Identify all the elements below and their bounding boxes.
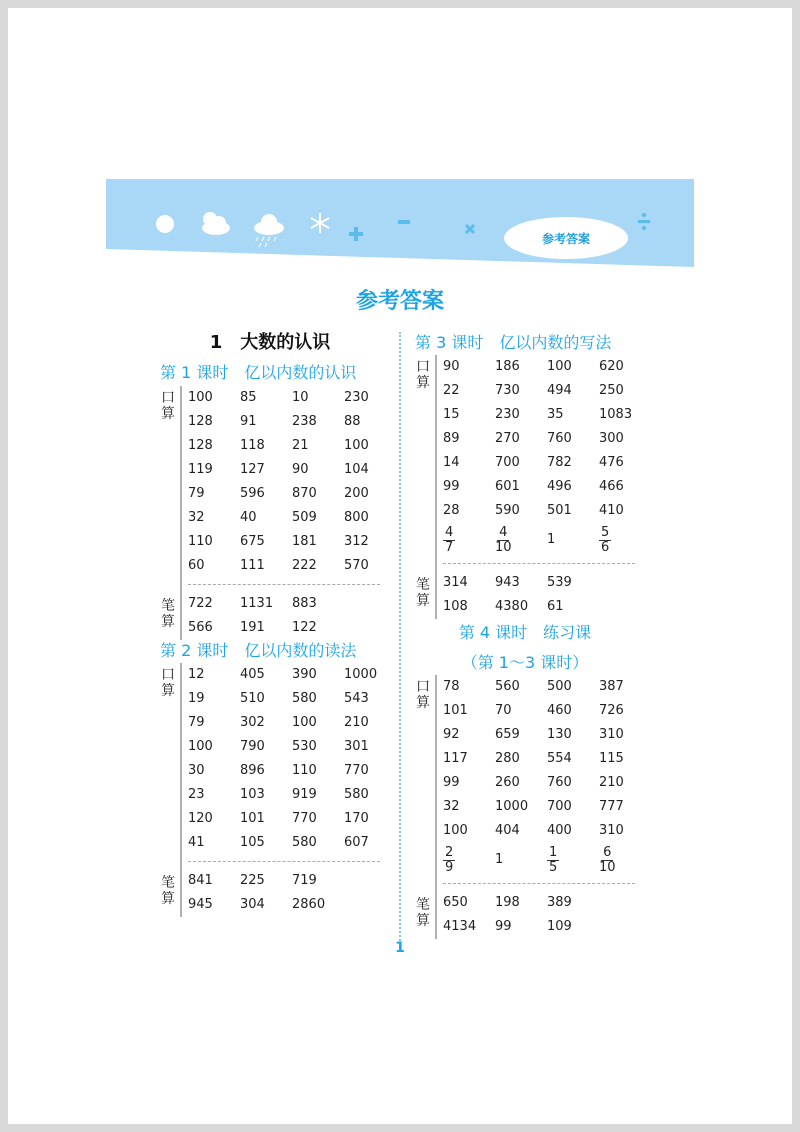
answer-cell: 570 [344, 558, 369, 573]
answer-cell: 501 [547, 503, 572, 518]
oral-label [415, 359, 431, 391]
answer-cell: 883 [292, 596, 317, 611]
answer-cell: 566 [188, 620, 213, 635]
answer-cell: 225 [240, 873, 265, 888]
answer-cell: 314 [443, 575, 468, 590]
answer-cell: 230 [344, 390, 369, 405]
label-char: 算 [161, 406, 175, 422]
answer-cell: 70 [495, 703, 512, 718]
answer-cell: 1000 [344, 667, 378, 682]
answer-cell: 460 [547, 703, 572, 718]
answer-cell: 509 [292, 510, 317, 525]
answer-cell: 14 [443, 455, 460, 470]
answer-rows [160, 663, 380, 917]
oral-row [415, 451, 635, 475]
answer-cell: 466 [599, 479, 624, 494]
section-title: 第 1 课时 亿以内数的认识 [160, 363, 357, 382]
numerator: 4 [445, 525, 454, 540]
answer-badge: 参考答案 [504, 217, 628, 259]
sun-icon [156, 215, 174, 233]
answer-cell: 4380 [495, 599, 529, 614]
answer-cell: 35 [547, 407, 564, 422]
section-title: 第 2 课时 亿以内数的读法 [160, 641, 357, 660]
answer-cell: 79 [188, 715, 205, 730]
answer-cell: 1131 [240, 596, 274, 611]
answer-cell: 28 [443, 503, 460, 518]
answer-cell: 400 [547, 823, 572, 838]
answer-cell: 770 [292, 811, 317, 826]
answer-cell: 790 [240, 739, 265, 754]
answer-cell: 12 [188, 667, 205, 682]
written-row [160, 592, 380, 616]
vertical-rule [180, 663, 182, 917]
answer-cell: 32 [188, 510, 205, 525]
section-title: 第 3 课时 亿以内数的写法 [415, 333, 612, 352]
answer-cell: 191 [240, 620, 265, 635]
answer-cell: 40 [240, 510, 257, 525]
fraction [443, 846, 455, 875]
numerator: 2 [445, 845, 454, 860]
label-char: 笔 [161, 598, 175, 614]
answer-rows [415, 355, 635, 619]
written-row [160, 616, 380, 640]
answer-cell: 919 [292, 787, 317, 802]
answer-cell: 110 [188, 534, 213, 549]
answer-cell: 32 [443, 799, 460, 814]
label-char: 笔 [416, 897, 430, 913]
answer-cell: 280 [495, 751, 520, 766]
oral-row [160, 530, 380, 554]
answer-cell: 99 [495, 919, 512, 934]
oral-row [160, 759, 380, 783]
answer-cell: 117 [443, 751, 468, 766]
fraction [599, 846, 616, 875]
dashed-divider [188, 861, 380, 862]
vertical-rule [180, 386, 182, 640]
oral-row [160, 783, 380, 807]
answer-cell: 607 [344, 835, 369, 850]
answer-cell: 304 [240, 897, 265, 912]
answer-cell: 103 [240, 787, 265, 802]
answer-cell: 410 [599, 503, 624, 518]
answer-cell: 90 [292, 462, 309, 477]
answer-cell: 109 [547, 919, 572, 934]
answer-cell: 1 [547, 532, 556, 547]
denominator: 10 [495, 540, 512, 555]
answer-cell: 230 [495, 407, 520, 422]
oral-label [160, 667, 176, 699]
oral-row [160, 506, 380, 530]
oral-row [160, 663, 380, 687]
answer-cell: 108 [443, 599, 468, 614]
fraction [547, 846, 559, 875]
answer-cell: 22 [443, 383, 460, 398]
answer-cell: 122 [292, 620, 317, 635]
answer-cell: 389 [547, 895, 572, 910]
written-label [415, 577, 431, 609]
oral-row [160, 554, 380, 578]
written-label [160, 598, 176, 630]
oral-row [160, 807, 380, 831]
answer-cell: 60 [188, 558, 205, 573]
oral-label [415, 679, 431, 711]
oral-row [160, 410, 380, 434]
answer-cell: 270 [495, 431, 520, 446]
answer-cell: 312 [344, 534, 369, 549]
answer-cell: 476 [599, 455, 624, 470]
answer-cell: 405 [240, 667, 265, 682]
vertical-rule [435, 355, 437, 619]
answer-cell [443, 523, 455, 557]
answer-cell: 61 [547, 599, 564, 614]
label-char: 笔 [416, 577, 430, 593]
answer-cell: 100 [344, 438, 369, 453]
answer-cell: 500 [547, 679, 572, 694]
oral-row [415, 427, 635, 451]
answer-cell: 10 [292, 390, 309, 405]
answer-cell: 700 [495, 455, 520, 470]
answer-cell: 596 [240, 486, 265, 501]
answer-cell: 170 [344, 811, 369, 826]
answer-block [415, 675, 635, 939]
answer-cell: 722 [188, 596, 213, 611]
written-row [415, 891, 635, 915]
answer-cell: 119 [188, 462, 213, 477]
answer-cell: 777 [599, 799, 624, 814]
answer-cell: 800 [344, 510, 369, 525]
answer-cell: 79 [188, 486, 205, 501]
answer-cell [495, 523, 512, 557]
oral-row [160, 386, 380, 410]
answer-cell: 943 [495, 575, 520, 590]
answer-cell: 30 [188, 763, 205, 778]
answer-cell: 88 [344, 414, 361, 429]
answer-rows [415, 675, 635, 939]
oral-row [415, 843, 635, 877]
label-char: 口 [161, 667, 175, 683]
answer-cell: 92 [443, 727, 460, 742]
answer-cell: 539 [547, 575, 572, 590]
label-char: 算 [161, 891, 175, 907]
oral-row [415, 747, 635, 771]
written-row [415, 571, 635, 595]
denominator: 9 [445, 860, 454, 875]
oral-row [415, 499, 635, 523]
answer-cell: 870 [292, 486, 317, 501]
answer-cell: 181 [292, 534, 317, 549]
answer-cell: 580 [292, 835, 317, 850]
answer-cell: 675 [240, 534, 265, 549]
label-char: 口 [416, 679, 430, 695]
written-label [415, 897, 431, 929]
oral-row [415, 403, 635, 427]
answer-cell: 210 [344, 715, 369, 730]
answer-block [415, 355, 635, 619]
answer-cell: 127 [240, 462, 265, 477]
oral-row [415, 795, 635, 819]
written-row [415, 595, 635, 619]
answer-cell: 1000 [495, 799, 529, 814]
oral-row [160, 687, 380, 711]
dashed-divider [443, 883, 635, 884]
answer-cell: 650 [443, 895, 468, 910]
answer-cell: 494 [547, 383, 572, 398]
answer-cell: 120 [188, 811, 213, 826]
answer-cell: 100 [188, 390, 213, 405]
answer-cell: 118 [240, 438, 265, 453]
section-subtitle: （第 1～3 课时） [461, 653, 589, 672]
answer-cell: 99 [443, 479, 460, 494]
oral-row [415, 475, 635, 499]
answer-cell: 186 [495, 359, 520, 374]
page-title: 参考答案 [355, 289, 444, 314]
oral-row [415, 699, 635, 723]
answer-cell: 510 [240, 691, 265, 706]
oral-row [160, 434, 380, 458]
vertical-rule [435, 675, 437, 939]
answer-block [160, 663, 380, 917]
denominator: 6 [601, 540, 610, 555]
fraction [495, 526, 512, 555]
dashed-divider [443, 563, 635, 564]
written-row [160, 869, 380, 893]
answer-cell: 560 [495, 679, 520, 694]
answer-cell: 2860 [292, 897, 326, 912]
answer-cell: 1 [495, 852, 504, 867]
answer-cell [599, 843, 616, 877]
written-row [160, 893, 380, 917]
answer-cell: 310 [599, 823, 624, 838]
numerator: 4 [499, 525, 508, 540]
answer-cell: 4134 [443, 919, 477, 934]
answer-cell [599, 523, 611, 557]
answer-cell: 78 [443, 679, 460, 694]
written-label [160, 875, 176, 907]
oral-label [160, 390, 176, 422]
answer-cell: 1083 [599, 407, 633, 422]
answer-cell: 23 [188, 787, 205, 802]
answer-cell: 301 [344, 739, 369, 754]
numerator: 5 [601, 525, 610, 540]
label-char: 算 [416, 913, 430, 929]
answer-cell: 100 [443, 823, 468, 838]
answer-cell: 300 [599, 431, 624, 446]
oral-row [415, 675, 635, 699]
answer-cell: 580 [292, 691, 317, 706]
unit-heading: 1 大数的认识 [209, 332, 331, 353]
label-char: 算 [161, 683, 175, 699]
answer-cell: 760 [547, 431, 572, 446]
answer-cell: 760 [547, 775, 572, 790]
answer-cell: 770 [344, 763, 369, 778]
answer-cell: 238 [292, 414, 317, 429]
answer-cell [547, 843, 559, 877]
answer-cell: 100 [188, 739, 213, 754]
oral-row [160, 711, 380, 735]
oral-row [160, 482, 380, 506]
oral-row [415, 819, 635, 843]
answer-cell: 945 [188, 897, 213, 912]
numerator: 6 [603, 845, 612, 860]
answer-cell: 104 [344, 462, 369, 477]
oral-row [160, 831, 380, 855]
denominator: 7 [445, 540, 454, 555]
fraction [599, 526, 611, 555]
answer-cell: 387 [599, 679, 624, 694]
label-char: 笔 [161, 875, 175, 891]
written-row [415, 915, 635, 939]
answer-cell: 543 [344, 691, 369, 706]
header-banner [106, 179, 694, 267]
answer-cell: 115 [599, 751, 624, 766]
answer-cell: 700 [547, 799, 572, 814]
answer-block [160, 386, 380, 640]
section-title: 第 4 课时 练习课 [458, 623, 592, 642]
dashed-divider [188, 584, 380, 585]
answer-cell: 130 [547, 727, 572, 742]
answer-cell: 222 [292, 558, 317, 573]
answer-cell: 128 [188, 414, 213, 429]
denominator: 5 [549, 860, 558, 875]
answer-cell: 260 [495, 775, 520, 790]
column-divider [399, 332, 401, 944]
answer-cell: 91 [240, 414, 257, 429]
answer-cell: 101 [240, 811, 265, 826]
answer-rows [160, 386, 380, 640]
oral-row [415, 379, 635, 403]
answer-cell: 782 [547, 455, 572, 470]
answer-cell: 101 [443, 703, 468, 718]
answer-cell: 99 [443, 775, 460, 790]
answer-cell: 198 [495, 895, 520, 910]
answer-cell [443, 843, 455, 877]
label-char: 口 [416, 359, 430, 375]
answer-cell: 719 [292, 873, 317, 888]
answer-cell: 404 [495, 823, 520, 838]
answer-cell: 100 [547, 359, 572, 374]
oral-row [415, 723, 635, 747]
oral-row [415, 355, 635, 379]
answer-cell: 41 [188, 835, 205, 850]
label-char: 口 [161, 390, 175, 406]
answer-cell: 580 [344, 787, 369, 802]
answer-cell: 90 [443, 359, 460, 374]
oral-row [160, 458, 380, 482]
answer-cell: 390 [292, 667, 317, 682]
oral-row [160, 735, 380, 759]
answer-cell: 89 [443, 431, 460, 446]
answer-cell: 554 [547, 751, 572, 766]
page-number: 1 [395, 940, 405, 956]
answer-cell: 620 [599, 359, 624, 374]
answer-cell: 530 [292, 739, 317, 754]
answer-cell: 210 [599, 775, 624, 790]
oral-row [415, 523, 635, 557]
answer-cell: 111 [240, 558, 265, 573]
label-char: 算 [416, 695, 430, 711]
answer-cell: 601 [495, 479, 520, 494]
answer-cell: 85 [240, 390, 257, 405]
label-char: 算 [416, 375, 430, 391]
answer-cell: 302 [240, 715, 265, 730]
answer-cell: 250 [599, 383, 624, 398]
oral-row [415, 771, 635, 795]
answer-cell: 730 [495, 383, 520, 398]
answer-cell: 590 [495, 503, 520, 518]
answer-cell: 896 [240, 763, 265, 778]
answer-cell: 726 [599, 703, 624, 718]
denominator: 10 [599, 860, 616, 875]
answer-cell: 105 [240, 835, 265, 850]
answer-cell: 21 [292, 438, 309, 453]
answer-cell: 659 [495, 727, 520, 742]
answer-cell: 841 [188, 873, 213, 888]
answer-cell: 110 [292, 763, 317, 778]
numerator: 1 [549, 845, 558, 860]
answer-cell: 310 [599, 727, 624, 742]
fraction [443, 526, 455, 555]
answer-cell: 128 [188, 438, 213, 453]
answer-cell: 100 [292, 715, 317, 730]
answer-cell: 19 [188, 691, 205, 706]
answer-cell: 15 [443, 407, 460, 422]
label-char: 算 [416, 593, 430, 609]
label-char: 算 [161, 614, 175, 630]
answer-cell: 200 [344, 486, 369, 501]
answer-cell: 496 [547, 479, 572, 494]
